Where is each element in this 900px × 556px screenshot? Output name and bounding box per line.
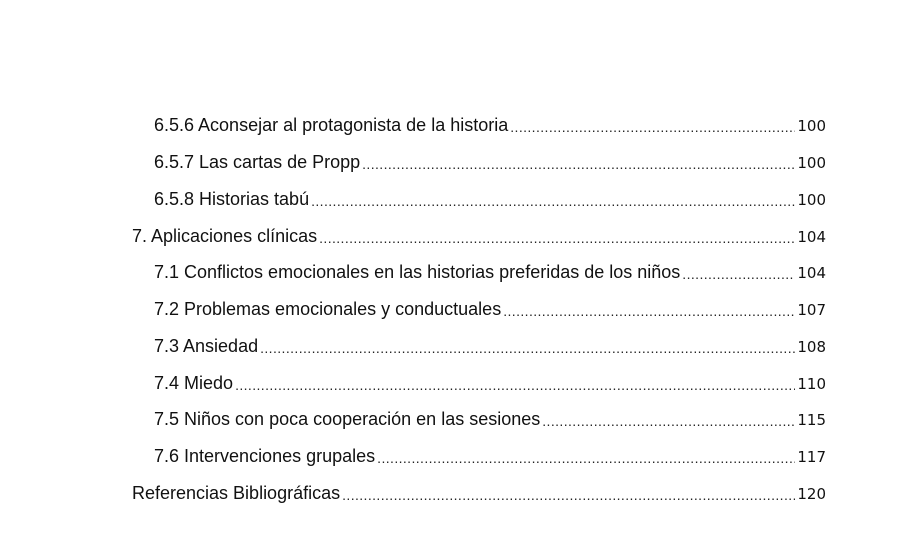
toc-page-number: 108 — [797, 338, 826, 356]
toc-dot-leader — [503, 302, 795, 320]
toc-entry-title: 7.5 Niños con poca cooperación en las sesiones — [154, 409, 541, 429]
toc-page-number: 100 — [797, 117, 826, 135]
toc-entry[interactable] — [154, 257, 826, 283]
toc-entry[interactable] — [154, 184, 826, 210]
toc-entry[interactable] — [132, 478, 826, 504]
toc-entry-title: 7.1 Conflictos emocionales en las historias preferidas de los niños — [154, 262, 681, 282]
toc-entry-title: 7.4 Miedo — [154, 373, 234, 393]
toc-entry-title: 7.6 Intervenciones grupales — [154, 446, 376, 466]
toc-entry[interactable] — [154, 147, 826, 173]
toc-entry-title: 7. Aplicaciones clínicas — [132, 226, 318, 246]
toc-entry[interactable] — [154, 331, 826, 357]
toc-page-number: 120 — [797, 485, 826, 503]
toc-dot-leader — [377, 449, 795, 467]
toc-entry[interactable] — [154, 294, 826, 320]
toc-page-number: 100 — [797, 154, 826, 172]
toc-dot-leader — [510, 118, 795, 136]
toc-entry-title: Referencias Bibliográficas — [132, 483, 341, 503]
toc-page-number: 110 — [797, 375, 826, 393]
toc-entry-title: 7.3 Ansiedad — [154, 336, 259, 356]
toc-entry-title: 6.5.7 Las cartas de Propp — [154, 152, 361, 172]
toc-page-number: 104 — [797, 264, 826, 282]
toc-page-number: 115 — [797, 411, 826, 429]
toc-entry[interactable] — [154, 441, 826, 467]
toc-page-number: 107 — [797, 301, 826, 319]
toc-entry-title: 7.2 Problemas emocionales y conductuales — [154, 299, 502, 319]
toc-entry[interactable] — [154, 368, 826, 394]
toc-entry-title: 6.5.8 Historias tabú — [154, 189, 310, 209]
toc-dot-leader — [235, 376, 795, 394]
toc-dot-leader — [682, 265, 795, 283]
toc-page-number: 100 — [797, 191, 826, 209]
toc-dot-leader — [319, 229, 795, 247]
toc-entry[interactable] — [154, 404, 826, 430]
toc-dot-leader — [260, 339, 795, 357]
toc-entry-title: 6.5.6 Aconsejar al protagonista de la historia — [154, 115, 509, 135]
toc-dot-leader — [542, 412, 795, 430]
toc-dot-leader — [311, 192, 795, 210]
toc-entry[interactable] — [154, 110, 826, 136]
toc-entry[interactable] — [132, 221, 826, 247]
toc-page-number: 104 — [797, 228, 826, 246]
toc-dot-leader — [362, 155, 795, 173]
toc-page-number: 117 — [797, 448, 826, 466]
toc-dot-leader — [342, 486, 795, 504]
